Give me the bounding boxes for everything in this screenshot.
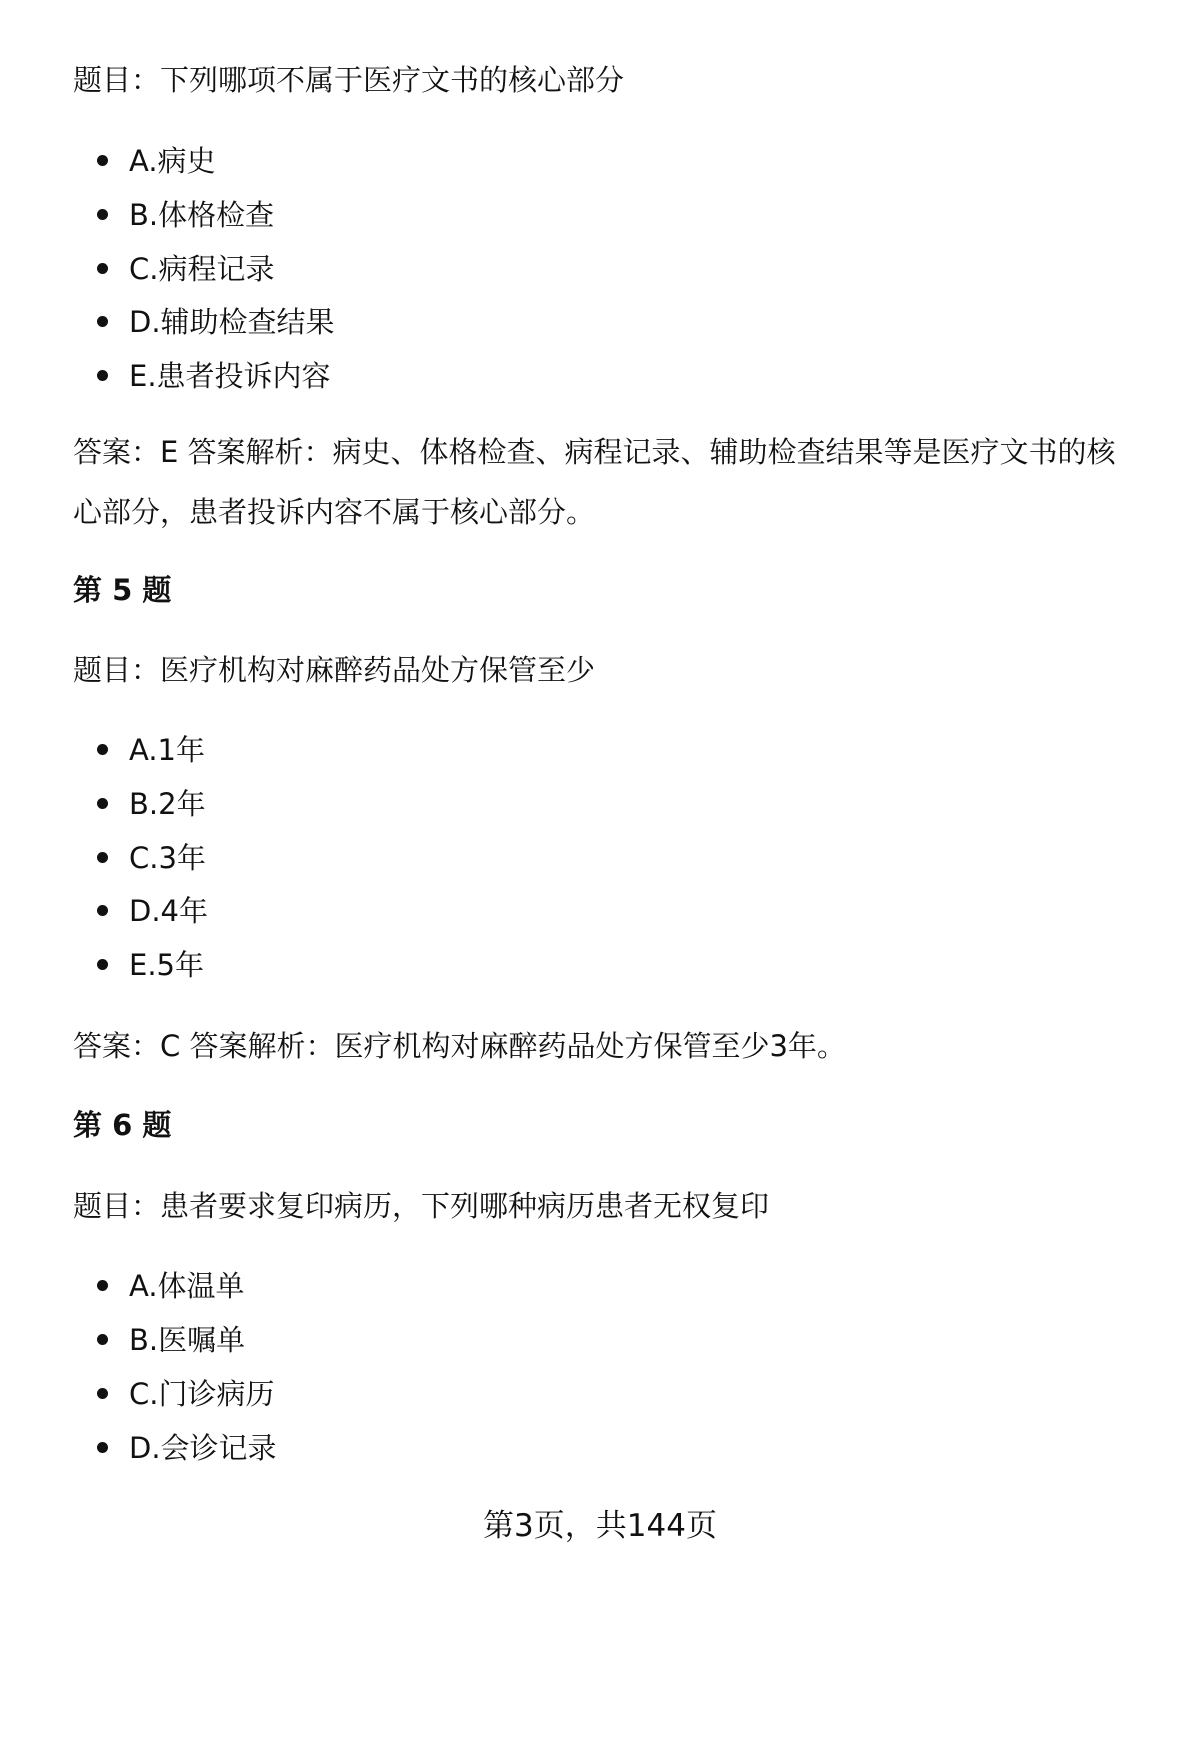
bullet-icon [97, 744, 108, 755]
bullet-icon [97, 1334, 108, 1345]
option-label: A.体温单 [129, 1269, 245, 1303]
option-item [97, 733, 205, 767]
option-item [97, 252, 275, 286]
option-label: C.病程记录 [129, 252, 275, 286]
bullet-icon [97, 798, 108, 809]
question-heading: 第 6 题 [73, 1108, 172, 1142]
answer-explanation: 答案：E 答案解析：病史、体格检查、病程记录、辅助检查结果等是医疗文书的核心部分，患者投诉内容不属于核心部分。 [73, 435, 1116, 529]
option-label: D.辅助检查结果 [129, 305, 335, 339]
bullet-icon [97, 959, 108, 970]
option-item [97, 144, 216, 178]
option-label: E.患者投诉内容 [129, 359, 331, 393]
bullet-icon [97, 370, 108, 381]
option-item [97, 841, 206, 875]
option-label: B.体格检查 [129, 198, 275, 232]
option-label: E.5年 [129, 948, 204, 982]
option-label: B.2年 [129, 787, 206, 821]
question-stem: 题目：医疗机构对麻醉药品处方保管至少 [73, 653, 596, 687]
option-item [97, 305, 335, 339]
answer-explanation: 答案：C 答案解析：医疗机构对麻醉药品处方保管至少3年。 [73, 1029, 846, 1063]
bullet-icon [97, 852, 108, 863]
option-item [97, 948, 204, 982]
bullet-icon [97, 1388, 108, 1399]
page-number-footer: 第3页，共144页 [483, 1508, 717, 1544]
option-item [97, 359, 331, 393]
bullet-icon [97, 316, 108, 327]
option-label: B.医嘱单 [129, 1323, 246, 1357]
option-label: C.3年 [129, 841, 206, 875]
option-item [97, 1431, 277, 1465]
option-label: C.门诊病历 [129, 1377, 275, 1411]
option-item [97, 198, 275, 232]
option-item [97, 1323, 246, 1357]
bullet-icon [97, 209, 108, 220]
option-label: D.会诊记录 [129, 1431, 277, 1465]
option-item [97, 1269, 245, 1303]
bullet-icon [97, 155, 108, 166]
question-stem: 题目：患者要求复印病历，下列哪种病历患者无权复印 [73, 1189, 770, 1223]
option-item [97, 894, 208, 928]
option-label: D.4年 [129, 894, 208, 928]
bullet-icon [97, 905, 108, 916]
option-label: A.1年 [129, 733, 205, 767]
bullet-icon [97, 1280, 108, 1291]
question-stem: 题目：下列哪项不属于医疗文书的核心部分 [73, 63, 625, 97]
option-item [97, 1377, 275, 1411]
bullet-icon [97, 263, 108, 274]
option-label: A.病史 [129, 144, 216, 178]
option-item [97, 787, 206, 821]
bullet-icon [97, 1442, 108, 1453]
question-heading: 第 5 题 [73, 573, 172, 607]
